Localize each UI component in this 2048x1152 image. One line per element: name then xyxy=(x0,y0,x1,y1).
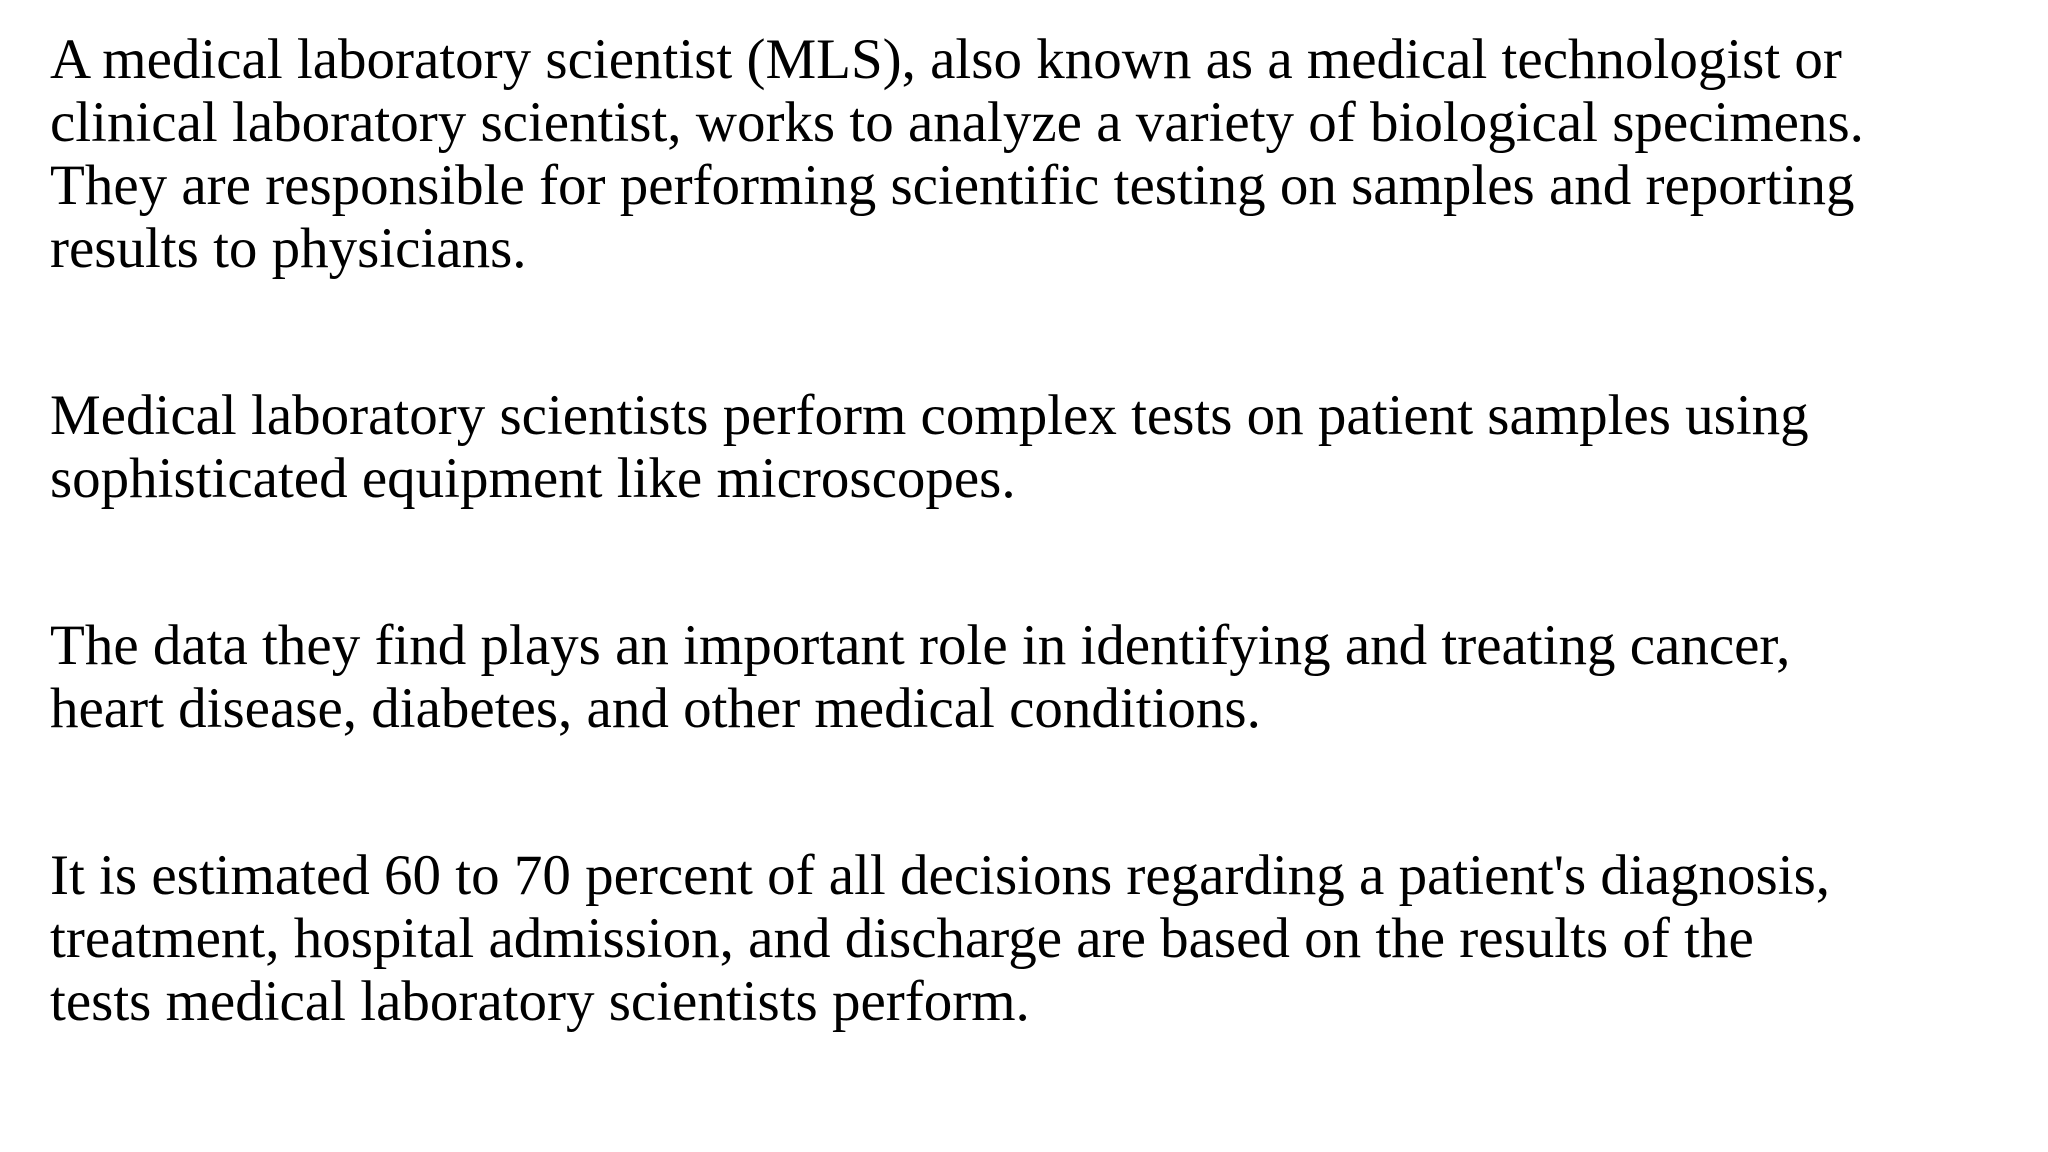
paragraph-mls-definition: A medical laboratory scientist (MLS), also known as a medical technologist or clinical laboratory scientist, works to analyze a variety of biological specimens. They are responsible for performing scientific testing on samples and reporting results to physicians. xyxy=(50,28,1864,280)
paragraph-complex-tests: Medical laboratory scientists perform complex tests on patient samples using sophisticated equipment like microscopes. xyxy=(50,384,1809,510)
paragraph-decisions-estimate: It is estimated 60 to 70 percent of all decisions regarding a patient's diagnosis, treatment, hospital admission, and discharge are based on the results of the tests medical laboratory scientists perform. xyxy=(50,844,1830,1033)
paragraph-data-role: The data they find plays an important role in identifying and treating cancer, heart disease, diabetes, and other medical conditions. xyxy=(50,614,1791,740)
document-page xyxy=(50,28,2010,1033)
